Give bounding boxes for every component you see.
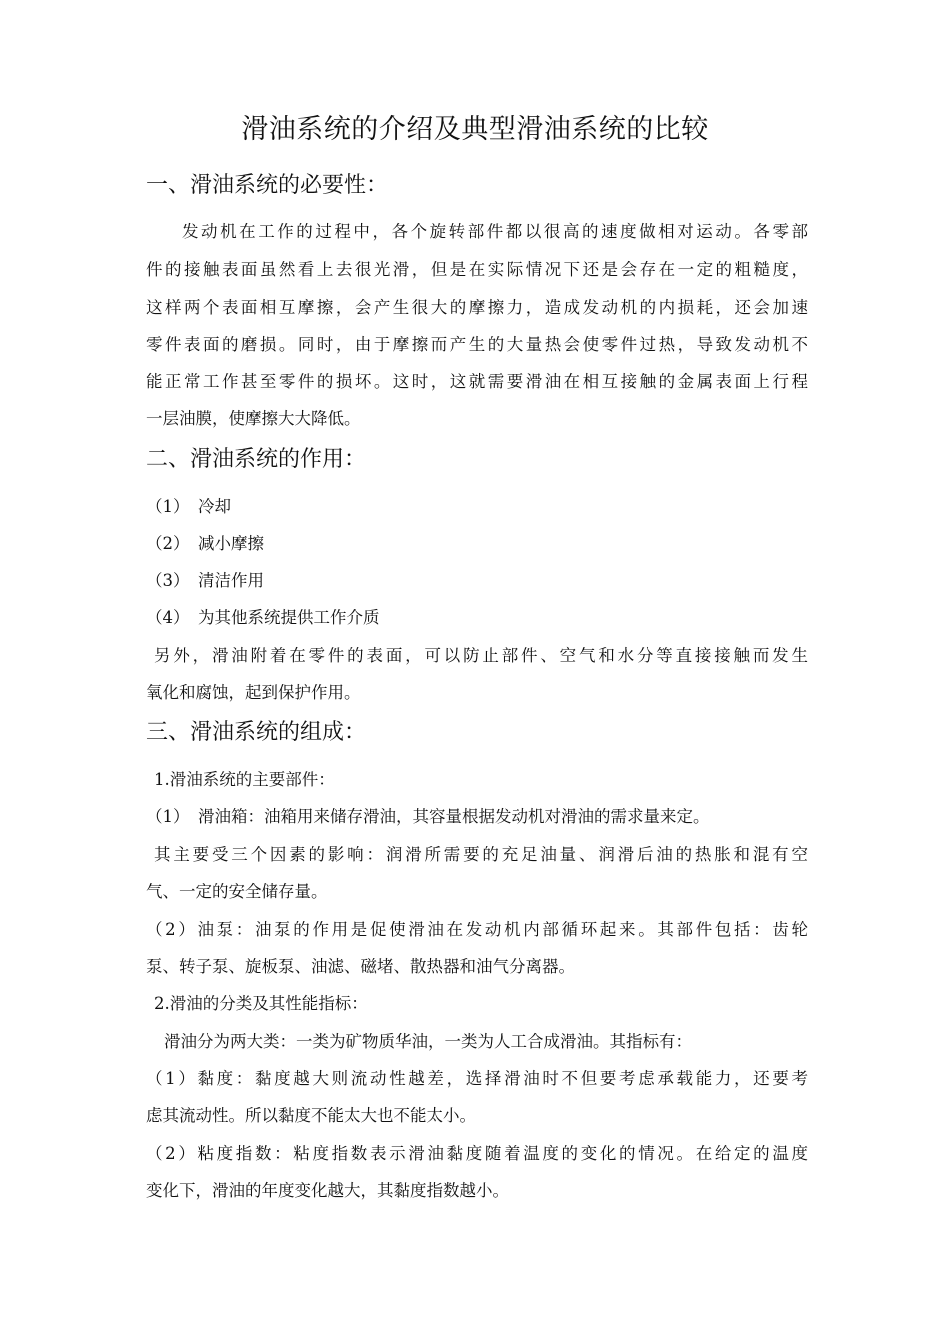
paragraph-line: 零件表面的磨损。同时，由于摩擦而产生的大量热会使零件过热，导致发动机不	[146, 335, 808, 354]
list-item-number: （2）	[146, 534, 190, 553]
paragraph-line: 能正常工作甚至零件的损坏。这时，这就需要滑油在相互接触的金属表面上行程	[146, 372, 808, 391]
list-item	[146, 804, 710, 830]
paragraph-line: 变化下，滑油的年度变化越大，其黏度指数越小。	[146, 1181, 509, 1200]
paragraph-line: （1）黏度：黏度越大则流动性越差，选择滑油时不但要考虑承载能力，还要考	[146, 1069, 808, 1088]
paragraph-line: 这样两个表面相互摩擦，会产生很大的摩擦力，造成发动机的内损耗，还会加速	[146, 298, 808, 317]
section-heading-necessity: 一、滑油系统的必要性：	[146, 173, 389, 198]
list-item-text: 减小摩擦	[198, 534, 264, 553]
paragraph-line: 其主要受三个因素的影响：润滑所需要的充足油量、润滑后油的热胀和混有空	[154, 845, 808, 864]
list-item-number: （1）	[146, 807, 190, 826]
paragraph-line: 发动机在工作的过程中，各个旋转部件都以很高的速度做相对运动。各零部	[182, 222, 808, 241]
list-item	[146, 605, 380, 631]
list-item-text: 冷却	[198, 497, 231, 516]
paragraph-line: 气、一定的安全储存量。	[146, 882, 328, 901]
list-item	[146, 568, 264, 594]
list-item-number: （3）	[146, 571, 190, 590]
list-item-text: 滑油箱：油箱用来储存滑油，其容量根据发动机对滑油的需求量来定。	[198, 807, 710, 826]
paragraph-line: （2）粘度指数：粘度指数表示滑油黏度随着温度的变化的情况。在给定的温度	[146, 1144, 808, 1163]
paragraph-line: 氧化和腐蚀，起到保护作用。	[146, 683, 361, 702]
list-item	[146, 531, 264, 557]
document-title: 滑油系统的介绍及典型滑油系统的比较	[241, 114, 709, 145]
subheading: 1.滑油系统的主要部件：	[154, 770, 335, 789]
paragraph-line: 一层油膜，使摩擦大大降低。	[146, 409, 361, 428]
list-item-text: 清洁作用	[198, 571, 264, 590]
list-item	[146, 494, 231, 520]
section-heading-components: 三、滑油系统的组成：	[146, 720, 367, 745]
section-heading-functions: 二、滑油系统的作用：	[146, 447, 367, 472]
paragraph-line: 滑油分为两大类：一类为矿物质华油，一类为人工合成滑油。其指标有：	[164, 1032, 692, 1051]
paragraph-line: （2）油泵：油泵的作用是促使滑油在发动机内部循环起来。其部件包括：齿轮	[146, 920, 808, 939]
paragraph-line: 泵、转子泵、旋板泵、油滤、磁堵、散热器和油气分离器。	[146, 957, 575, 976]
paragraph-line: 另外，滑油附着在零件的表面，可以防止部件、空气和水分等直接接触而发生	[154, 646, 808, 665]
list-item-number: （4）	[146, 608, 190, 627]
paragraph-line: 虑其流动性。所以黏度不能太大也不能太小。	[146, 1106, 476, 1125]
paragraph-line: 件的接触表面虽然看上去很光滑，但是在实际情况下还是会存在一定的粗糙度，	[146, 260, 808, 279]
list-item-number: （1）	[146, 497, 190, 516]
list-item-text: 为其他系统提供工作介质	[198, 608, 380, 627]
subheading: 2.滑油的分类及其性能指标：	[154, 994, 368, 1013]
